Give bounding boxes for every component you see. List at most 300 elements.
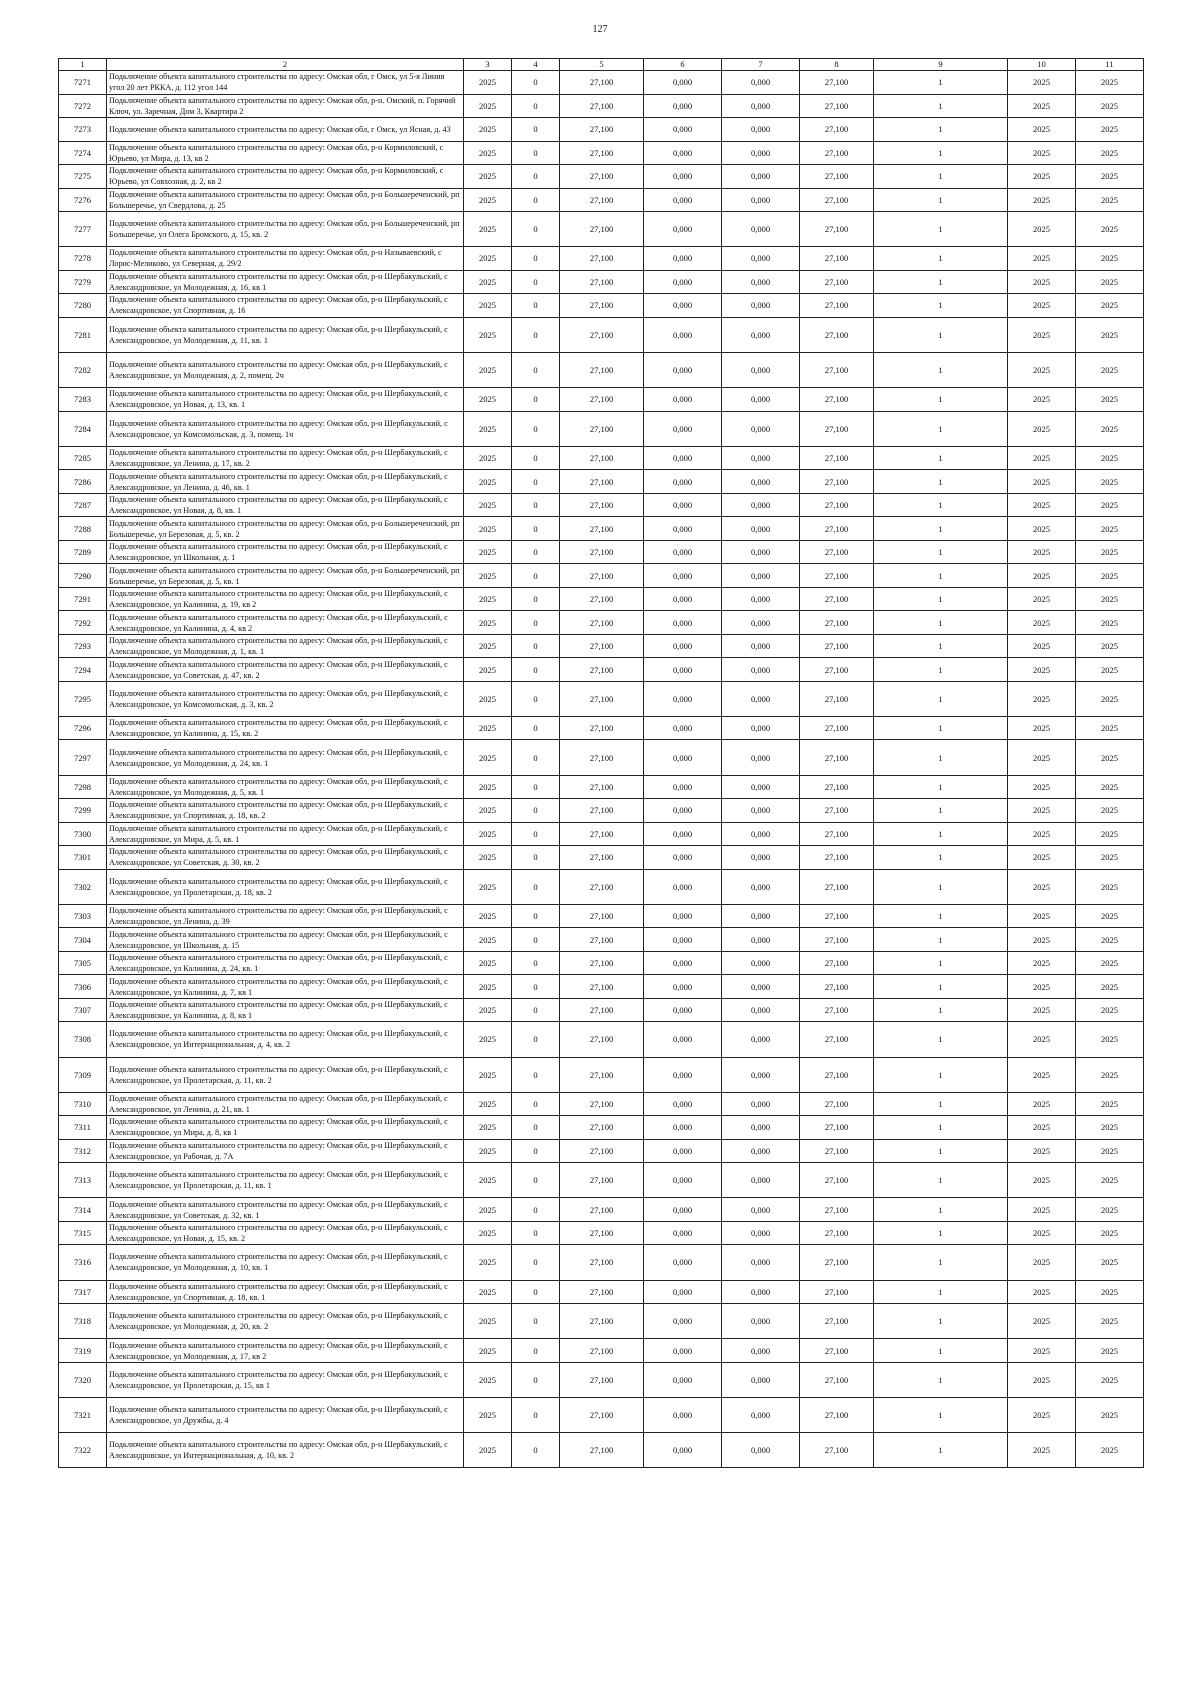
col-6-value-cell: 0,000 (644, 294, 722, 318)
year-start-cell: 2025 (464, 517, 512, 541)
object-description-cell: Подключение объекта капитального строительства по адресу: Омская обл, р-н Шербакульский, с Александровское, ул Пролетарская, д. 15, кв 1 (107, 1362, 464, 1397)
col-4-value-cell: 0 (512, 517, 560, 541)
col-4-value-cell: 0 (512, 1433, 560, 1468)
col-5-value-cell: 27,100 (560, 564, 644, 588)
col-5-value-cell: 27,100 (560, 846, 644, 870)
col-7-value-cell: 0,000 (722, 634, 800, 658)
year-start-cell: 2025 (464, 775, 512, 799)
year-col-10-cell: 2025 (1008, 165, 1076, 189)
year-start-cell: 2025 (464, 270, 512, 294)
col-6-value-cell: 0,000 (644, 94, 722, 118)
row-number-cell: 7303 (59, 904, 107, 928)
col-8-value-cell: 27,100 (800, 470, 874, 494)
col-7-value-cell: 0,000 (722, 317, 800, 352)
col-5-value-cell: 27,100 (560, 94, 644, 118)
col-4-value-cell: 0 (512, 716, 560, 740)
col-6-value-cell: 0,000 (644, 141, 722, 165)
col-8-value-cell: 27,100 (800, 1304, 874, 1339)
col-4-value-cell: 0 (512, 587, 560, 611)
year-col-11-cell: 2025 (1076, 517, 1144, 541)
year-col-10-cell: 2025 (1008, 212, 1076, 247)
col-4-value-cell: 0 (512, 352, 560, 387)
column-header: 9 (874, 59, 1008, 71)
column-header: 11 (1076, 59, 1144, 71)
col-4-value-cell: 0 (512, 998, 560, 1022)
col-4-value-cell: 0 (512, 564, 560, 588)
col-5-value-cell: 27,100 (560, 975, 644, 999)
year-start-cell: 2025 (464, 928, 512, 952)
col-9-value-cell: 1 (874, 658, 1008, 682)
col-5-value-cell: 27,100 (560, 411, 644, 446)
col-8-value-cell: 27,100 (800, 1397, 874, 1432)
col-4-value-cell: 0 (512, 94, 560, 118)
col-6-value-cell: 0,000 (644, 493, 722, 517)
year-start-cell: 2025 (464, 352, 512, 387)
col-9-value-cell: 1 (874, 822, 1008, 846)
table-row (59, 1116, 1144, 1140)
year-col-11-cell: 2025 (1076, 1139, 1144, 1163)
year-col-10-cell: 2025 (1008, 1139, 1076, 1163)
col-8-value-cell: 27,100 (800, 634, 874, 658)
year-col-10-cell: 2025 (1008, 493, 1076, 517)
year-col-10-cell: 2025 (1008, 869, 1076, 904)
year-start-cell: 2025 (464, 247, 512, 271)
row-number-cell: 7283 (59, 388, 107, 412)
year-col-10-cell: 2025 (1008, 446, 1076, 470)
col-6-value-cell: 0,000 (644, 540, 722, 564)
col-5-value-cell: 27,100 (560, 658, 644, 682)
col-5-value-cell: 27,100 (560, 294, 644, 318)
year-col-11-cell: 2025 (1076, 634, 1144, 658)
col-9-value-cell: 1 (874, 1221, 1008, 1245)
col-8-value-cell: 27,100 (800, 1116, 874, 1140)
col-6-value-cell: 0,000 (644, 716, 722, 740)
col-4-value-cell: 0 (512, 118, 560, 142)
col-6-value-cell: 0,000 (644, 587, 722, 611)
year-col-11-cell: 2025 (1076, 411, 1144, 446)
year-start-cell: 2025 (464, 165, 512, 189)
col-9-value-cell: 1 (874, 247, 1008, 271)
year-start-cell: 2025 (464, 634, 512, 658)
col-4-value-cell: 0 (512, 188, 560, 212)
column-header: 7 (722, 59, 800, 71)
row-number-cell: 7294 (59, 658, 107, 682)
col-7-value-cell: 0,000 (722, 212, 800, 247)
table-row (59, 904, 1144, 928)
year-col-10-cell: 2025 (1008, 517, 1076, 541)
col-9-value-cell: 1 (874, 388, 1008, 412)
col-8-value-cell: 27,100 (800, 411, 874, 446)
col-5-value-cell: 27,100 (560, 1022, 644, 1057)
col-5-value-cell: 27,100 (560, 517, 644, 541)
column-number-header-row (59, 59, 1144, 71)
year-start-cell: 2025 (464, 446, 512, 470)
object-description-cell: Подключение объекта капитального строительства по адресу: Омская обл, р-н Шербакульский, с Александровское, ул Мира, д. 8, кв 1 (107, 1116, 464, 1140)
col-7-value-cell: 0,000 (722, 1092, 800, 1116)
col-7-value-cell: 0,000 (722, 1245, 800, 1280)
year-col-10-cell: 2025 (1008, 1116, 1076, 1140)
col-9-value-cell: 1 (874, 165, 1008, 189)
col-5-value-cell: 27,100 (560, 118, 644, 142)
col-5-value-cell: 27,100 (560, 1139, 644, 1163)
col-6-value-cell: 0,000 (644, 1022, 722, 1057)
col-9-value-cell: 1 (874, 846, 1008, 870)
year-start-cell: 2025 (464, 493, 512, 517)
col-9-value-cell: 1 (874, 869, 1008, 904)
object-description-cell: Подключение объекта капитального строительства по адресу: Омская обл, р-н Шербакульский, с Александровское, ул Ленина, д. 21, кв. 1 (107, 1092, 464, 1116)
col-7-value-cell: 0,000 (722, 1339, 800, 1363)
year-col-11-cell: 2025 (1076, 975, 1144, 999)
col-7-value-cell: 0,000 (722, 294, 800, 318)
col-9-value-cell: 1 (874, 1092, 1008, 1116)
col-8-value-cell: 27,100 (800, 1362, 874, 1397)
year-col-10-cell: 2025 (1008, 681, 1076, 716)
col-8-value-cell: 27,100 (800, 1163, 874, 1198)
year-col-11-cell: 2025 (1076, 904, 1144, 928)
col-5-value-cell: 27,100 (560, 634, 644, 658)
row-number-cell: 7316 (59, 1245, 107, 1280)
col-5-value-cell: 27,100 (560, 71, 644, 95)
row-number-cell: 7311 (59, 1116, 107, 1140)
year-col-10-cell: 2025 (1008, 822, 1076, 846)
col-4-value-cell: 0 (512, 1057, 560, 1092)
table-row (59, 247, 1144, 271)
table-row (59, 681, 1144, 716)
col-5-value-cell: 27,100 (560, 1397, 644, 1432)
year-start-cell: 2025 (464, 799, 512, 823)
col-5-value-cell: 27,100 (560, 165, 644, 189)
year-col-10-cell: 2025 (1008, 294, 1076, 318)
year-col-11-cell: 2025 (1076, 1116, 1144, 1140)
object-description-cell: Подключение объекта капитального строительства по адресу: Омская обл, р-н Шербакульский, с Александровское, ул Рабочая, д. 7А (107, 1139, 464, 1163)
col-4-value-cell: 0 (512, 869, 560, 904)
col-5-value-cell: 27,100 (560, 1092, 644, 1116)
row-number-cell: 7304 (59, 928, 107, 952)
col-6-value-cell: 0,000 (644, 740, 722, 775)
col-9-value-cell: 1 (874, 716, 1008, 740)
row-number-cell: 7319 (59, 1339, 107, 1363)
col-4-value-cell: 0 (512, 1280, 560, 1304)
year-col-11-cell: 2025 (1076, 212, 1144, 247)
col-7-value-cell: 0,000 (722, 951, 800, 975)
col-7-value-cell: 0,000 (722, 822, 800, 846)
year-col-11-cell: 2025 (1076, 470, 1144, 494)
col-5-value-cell: 27,100 (560, 247, 644, 271)
col-6-value-cell: 0,000 (644, 1116, 722, 1140)
year-col-10-cell: 2025 (1008, 846, 1076, 870)
year-col-11-cell: 2025 (1076, 1221, 1144, 1245)
col-5-value-cell: 27,100 (560, 1221, 644, 1245)
year-col-10-cell: 2025 (1008, 998, 1076, 1022)
col-7-value-cell: 0,000 (722, 1280, 800, 1304)
col-9-value-cell: 1 (874, 294, 1008, 318)
table-row (59, 270, 1144, 294)
col-8-value-cell: 27,100 (800, 1433, 874, 1468)
col-4-value-cell: 0 (512, 1397, 560, 1432)
object-description-cell: Подключение объекта капитального строительства по адресу: Омская обл, р-н Шербакульский, с Александровское, ул Калинина, д. 8, кв 1 (107, 998, 464, 1022)
col-7-value-cell: 0,000 (722, 869, 800, 904)
col-7-value-cell: 0,000 (722, 799, 800, 823)
table-row (59, 294, 1144, 318)
col-9-value-cell: 1 (874, 1304, 1008, 1339)
object-description-cell: Подключение объекта капитального строительства по адресу: Омская обл, р-н Шербакульский, с Александровское, ул Ленина, д. 39 (107, 904, 464, 928)
object-description-cell: Подключение объекта капитального строительства по адресу: Омская обл, р-н Шербакульский, с Александровское, ул Советская, д. 30, кв. 2 (107, 846, 464, 870)
col-9-value-cell: 1 (874, 1339, 1008, 1363)
col-5-value-cell: 27,100 (560, 998, 644, 1022)
year-col-11-cell: 2025 (1076, 846, 1144, 870)
table-row (59, 1304, 1144, 1339)
year-col-11-cell: 2025 (1076, 1092, 1144, 1116)
col-9-value-cell: 1 (874, 1139, 1008, 1163)
col-8-value-cell: 27,100 (800, 740, 874, 775)
object-description-cell: Подключение объекта капитального строительства по адресу: Омская обл, р-н Шербакульский, с Александровское, ул Новая, д. 8, кв. 1 (107, 493, 464, 517)
col-7-value-cell: 0,000 (722, 411, 800, 446)
object-description-cell: Подключение объекта капитального строительства по адресу: Омская обл, р-н Шербакульский, с Александровское, ул Комсомольская, д. 3, кв. 2 (107, 681, 464, 716)
object-description-cell: Подключение объекта капитального строительства по адресу: Омская обл, р-н Называевский, с Лорис-Меликово, ул Северная, д. 29/2 (107, 247, 464, 271)
year-col-11-cell: 2025 (1076, 998, 1144, 1022)
col-6-value-cell: 0,000 (644, 1304, 722, 1339)
col-5-value-cell: 27,100 (560, 1163, 644, 1198)
col-5-value-cell: 27,100 (560, 611, 644, 635)
year-col-10-cell: 2025 (1008, 1022, 1076, 1057)
col-7-value-cell: 0,000 (722, 94, 800, 118)
table-row (59, 998, 1144, 1022)
column-header: 8 (800, 59, 874, 71)
year-col-10-cell: 2025 (1008, 71, 1076, 95)
year-col-10-cell: 2025 (1008, 94, 1076, 118)
col-9-value-cell: 1 (874, 540, 1008, 564)
col-6-value-cell: 0,000 (644, 822, 722, 846)
col-6-value-cell: 0,000 (644, 1362, 722, 1397)
col-4-value-cell: 0 (512, 71, 560, 95)
year-col-10-cell: 2025 (1008, 352, 1076, 387)
row-number-cell: 7315 (59, 1221, 107, 1245)
col-5-value-cell: 27,100 (560, 493, 644, 517)
object-description-cell: Подключение объекта капитального строительства по адресу: Омская обл, р-н Шербакульский, с Александровское, ул Советская, д. 47, кв. 2 (107, 658, 464, 682)
year-col-11-cell: 2025 (1076, 352, 1144, 387)
col-9-value-cell: 1 (874, 71, 1008, 95)
table-row (59, 822, 1144, 846)
object-description-cell: Подключение объекта капитального строительства по адресу: Омская обл, р-н Шербакульский, с Александровское, ул Молодежная, д. 1, кв. 1 (107, 634, 464, 658)
year-start-cell: 2025 (464, 1198, 512, 1222)
col-4-value-cell: 0 (512, 1116, 560, 1140)
col-6-value-cell: 0,000 (644, 411, 722, 446)
row-number-cell: 7306 (59, 975, 107, 999)
col-6-value-cell: 0,000 (644, 247, 722, 271)
year-col-10-cell: 2025 (1008, 470, 1076, 494)
col-5-value-cell: 27,100 (560, 740, 644, 775)
table-row (59, 470, 1144, 494)
col-4-value-cell: 0 (512, 904, 560, 928)
row-number-cell: 7297 (59, 740, 107, 775)
table-row (59, 446, 1144, 470)
table-row (59, 352, 1144, 387)
year-start-cell: 2025 (464, 470, 512, 494)
column-header: 10 (1008, 59, 1076, 71)
col-8-value-cell: 27,100 (800, 270, 874, 294)
col-7-value-cell: 0,000 (722, 928, 800, 952)
year-col-10-cell: 2025 (1008, 141, 1076, 165)
col-6-value-cell: 0,000 (644, 317, 722, 352)
col-6-value-cell: 0,000 (644, 1339, 722, 1363)
object-description-cell: Подключение объекта капитального строительства по адресу: Омская обл, р-н Шербакульский, с Александровское, ул Мира, д. 5, кв. 1 (107, 822, 464, 846)
col-6-value-cell: 0,000 (644, 1221, 722, 1245)
table-row (59, 928, 1144, 952)
col-6-value-cell: 0,000 (644, 1397, 722, 1432)
year-col-11-cell: 2025 (1076, 1057, 1144, 1092)
col-8-value-cell: 27,100 (800, 212, 874, 247)
col-6-value-cell: 0,000 (644, 446, 722, 470)
col-5-value-cell: 27,100 (560, 928, 644, 952)
row-number-cell: 7322 (59, 1433, 107, 1468)
col-9-value-cell: 1 (874, 611, 1008, 635)
col-6-value-cell: 0,000 (644, 775, 722, 799)
year-col-11-cell: 2025 (1076, 1245, 1144, 1280)
col-6-value-cell: 0,000 (644, 928, 722, 952)
col-7-value-cell: 0,000 (722, 587, 800, 611)
year-col-10-cell: 2025 (1008, 1092, 1076, 1116)
col-7-value-cell: 0,000 (722, 1304, 800, 1339)
object-description-cell: Подключение объекта капитального строительства по адресу: Омская обл, г Омск, ул 5-я Линия угол 20 лет РККА, д. 112 угол 144 (107, 71, 464, 95)
year-start-cell: 2025 (464, 1433, 512, 1468)
col-6-value-cell: 0,000 (644, 564, 722, 588)
col-7-value-cell: 0,000 (722, 470, 800, 494)
year-start-cell: 2025 (464, 388, 512, 412)
year-col-11-cell: 2025 (1076, 1339, 1144, 1363)
col-4-value-cell: 0 (512, 658, 560, 682)
col-8-value-cell: 27,100 (800, 317, 874, 352)
col-8-value-cell: 27,100 (800, 388, 874, 412)
col-6-value-cell: 0,000 (644, 951, 722, 975)
col-9-value-cell: 1 (874, 1245, 1008, 1280)
col-9-value-cell: 1 (874, 188, 1008, 212)
col-5-value-cell: 27,100 (560, 1116, 644, 1140)
col-5-value-cell: 27,100 (560, 869, 644, 904)
col-8-value-cell: 27,100 (800, 1339, 874, 1363)
year-col-10-cell: 2025 (1008, 740, 1076, 775)
object-description-cell: Подключение объекта капитального строительства по адресу: Омская обл, р-н Шербакульский, с Александровское, ул Пролетарская, д. 18, кв. 2 (107, 869, 464, 904)
row-number-cell: 7302 (59, 869, 107, 904)
column-header: 5 (560, 59, 644, 71)
col-8-value-cell: 27,100 (800, 822, 874, 846)
object-description-cell: Подключение объекта капитального строительства по адресу: Омская обл, р-н Шербакульский, с Александровское, ул Калинина, д. 24, кв. 1 (107, 951, 464, 975)
col-4-value-cell: 0 (512, 1304, 560, 1339)
col-4-value-cell: 0 (512, 928, 560, 952)
col-5-value-cell: 27,100 (560, 587, 644, 611)
table-row (59, 71, 1144, 95)
col-6-value-cell: 0,000 (644, 1245, 722, 1280)
col-8-value-cell: 27,100 (800, 118, 874, 142)
year-col-11-cell: 2025 (1076, 294, 1144, 318)
object-description-cell: Подключение объекта капитального строительства по адресу: Омская обл, р-н Кормиловский, с Юрьево, ул Мира, д. 13, кв 2 (107, 141, 464, 165)
col-6-value-cell: 0,000 (644, 998, 722, 1022)
col-9-value-cell: 1 (874, 775, 1008, 799)
col-6-value-cell: 0,000 (644, 658, 722, 682)
object-description-cell: Подключение объекта капитального строительства по адресу: Омская обл, р-н Шербакульский, с Александровское, ул Новая, д. 15, кв. 2 (107, 1221, 464, 1245)
col-8-value-cell: 27,100 (800, 1139, 874, 1163)
row-number-cell: 7298 (59, 775, 107, 799)
col-4-value-cell: 0 (512, 247, 560, 271)
col-9-value-cell: 1 (874, 1057, 1008, 1092)
column-header: 3 (464, 59, 512, 71)
connection-objects-table (58, 58, 1144, 1468)
col-9-value-cell: 1 (874, 1433, 1008, 1468)
col-5-value-cell: 27,100 (560, 141, 644, 165)
year-col-11-cell: 2025 (1076, 94, 1144, 118)
col-6-value-cell: 0,000 (644, 799, 722, 823)
row-number-cell: 7280 (59, 294, 107, 318)
table-row (59, 1139, 1144, 1163)
row-number-cell: 7305 (59, 951, 107, 975)
column-header: 1 (59, 59, 107, 71)
col-4-value-cell: 0 (512, 388, 560, 412)
year-start-cell: 2025 (464, 141, 512, 165)
col-9-value-cell: 1 (874, 411, 1008, 446)
table-row (59, 564, 1144, 588)
year-start-cell: 2025 (464, 71, 512, 95)
year-start-cell: 2025 (464, 1163, 512, 1198)
year-col-10-cell: 2025 (1008, 1057, 1076, 1092)
col-6-value-cell: 0,000 (644, 1139, 722, 1163)
object-description-cell: Подключение объекта капитального строительства по адресу: Омская обл, р-н Шербакульский, с Александровское, ул Пролетарская, д. 11, кв. 1 (107, 1163, 464, 1198)
year-start-cell: 2025 (464, 975, 512, 999)
col-7-value-cell: 0,000 (722, 388, 800, 412)
year-col-10-cell: 2025 (1008, 716, 1076, 740)
object-description-cell: Подключение объекта капитального строительства по адресу: Омская обл, р-н Шербакульский, с Александровское, ул Интернациональная, д. 4, кв. 2 (107, 1022, 464, 1057)
object-description-cell: Подключение объекта капитального строительства по адресу: Омская обл, г Омск, ул Ясная, д. 43 (107, 118, 464, 142)
col-6-value-cell: 0,000 (644, 71, 722, 95)
col-9-value-cell: 1 (874, 94, 1008, 118)
col-4-value-cell: 0 (512, 634, 560, 658)
year-col-11-cell: 2025 (1076, 799, 1144, 823)
col-8-value-cell: 27,100 (800, 1198, 874, 1222)
col-8-value-cell: 27,100 (800, 775, 874, 799)
col-9-value-cell: 1 (874, 1022, 1008, 1057)
col-8-value-cell: 27,100 (800, 247, 874, 271)
year-col-11-cell: 2025 (1076, 775, 1144, 799)
year-col-10-cell: 2025 (1008, 1245, 1076, 1280)
col-4-value-cell: 0 (512, 470, 560, 494)
object-description-cell: Подключение объекта капитального строительства по адресу: Омская обл, р-н Шербакульский, с Александровское, ул Новая, д. 13, кв. 1 (107, 388, 464, 412)
year-col-11-cell: 2025 (1076, 716, 1144, 740)
row-number-cell: 7295 (59, 681, 107, 716)
col-9-value-cell: 1 (874, 904, 1008, 928)
row-number-cell: 7279 (59, 270, 107, 294)
col-8-value-cell: 27,100 (800, 975, 874, 999)
object-description-cell: Подключение объекта капитального строительства по адресу: Омская обл, р-н Шербакульский, с Александровское, ул Калинина, д. 19, кв 2 (107, 587, 464, 611)
col-9-value-cell: 1 (874, 317, 1008, 352)
col-7-value-cell: 0,000 (722, 1022, 800, 1057)
row-number-cell: 7275 (59, 165, 107, 189)
col-8-value-cell: 27,100 (800, 517, 874, 541)
col-4-value-cell: 0 (512, 212, 560, 247)
col-4-value-cell: 0 (512, 1022, 560, 1057)
year-col-11-cell: 2025 (1076, 822, 1144, 846)
col-7-value-cell: 0,000 (722, 1198, 800, 1222)
col-7-value-cell: 0,000 (722, 71, 800, 95)
row-number-cell: 7321 (59, 1397, 107, 1432)
col-9-value-cell: 1 (874, 587, 1008, 611)
col-4-value-cell: 0 (512, 799, 560, 823)
col-9-value-cell: 1 (874, 470, 1008, 494)
col-4-value-cell: 0 (512, 1139, 560, 1163)
col-7-value-cell: 0,000 (722, 141, 800, 165)
object-description-cell: Подключение объекта капитального строительства по адресу: Омская обл, р-н Шербакульский, с Александровское, ул Дружбы, д. 4 (107, 1397, 464, 1432)
col-4-value-cell: 0 (512, 1221, 560, 1245)
col-7-value-cell: 0,000 (722, 517, 800, 541)
year-start-cell: 2025 (464, 1116, 512, 1140)
col-6-value-cell: 0,000 (644, 165, 722, 189)
